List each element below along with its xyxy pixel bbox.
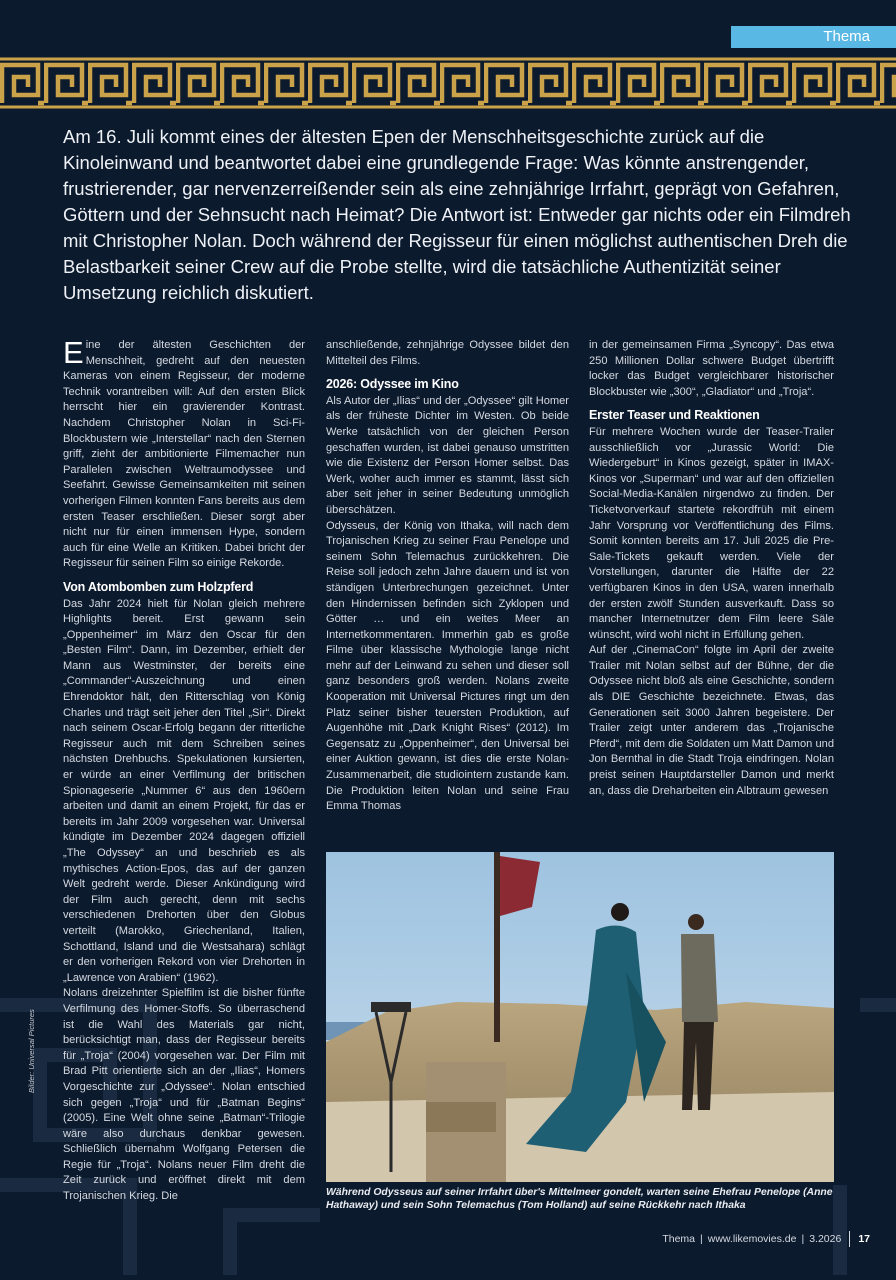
footer-divider <box>849 1231 850 1247</box>
paragraph: Odysseus, der König von Ithaka, will nach dem Trojanischen Krieg zu seiner Frau Penelope und seinem Sohn Telemachus zurückkehren. Die Reise soll jedoch zehn Jahre dauern und ist von ständigen Unterbrechungen gezeichnet. Unter den Hindernissen befinden sich Zyklopen und Götter … und ein weites Meer an Internetkommentaren. Immerhin gab es große Filme über klassische Mythologie lange nicht mehr auf der Leinwand zu sehen und dieser soll ganz besonders groß werden. Nolans zweite Kooperation mit Universal Pictures ringt um den Platz seiner bisher teuersten Produktion, auf Augenhöhe mit „Dark Knight Rises“ (2012). Im Gegensatz zu „Oppenheimer“, den Universal bei einer Auktion gewann, ist dies die erste Nolan-Zusammenarbeit, die studiointern zustande kam. Die Produktion leiten Nolan und seine Frau Emma Thomas <box>326 519 569 813</box>
subheading: Von Atombomben zum Holzpferd <box>63 579 254 594</box>
section-tag: Thema <box>731 26 896 48</box>
footer-website: www.likemovies.de <box>707 1233 797 1245</box>
footer-separator: | <box>700 1233 703 1245</box>
subheading: 2026: Odyssee im Kino <box>326 377 459 392</box>
article-lead: Am 16. Juli kommt eines der ältesten Epen der Menschheitsgeschichte zurück auf die Kinoleinwand und beantwortet dabei eine grundlegende Frage: Was könnte anstrengender, frustrierender, gar nervenzerreißender sein als eine zehnjährige Irrfahrt, geprägt von Gefahren, Göttern und der Sehnsucht nach Heimat? Die Antwort ist: Entweder gar nichts oder ein Filmdreh mit Christopher Nolan. Doch während der Regisseur für einen möglichst authentischen Dreh die Belastbarkeit seiner Crew auf die Probe stellte, wird die tatsächliche Authentizität seiner Umsetzung reichlich diskutiert. <box>63 126 851 303</box>
paragraph: Nolans dreizehnter Spielfilm ist die bisher fünfte Verfilmung des Homer-Stoffs. So überraschend ist die Wahl des Materials gar nicht, berücksichtigt man, dass der Regisseur bereits für „Troja“ (2004) vorgesehen war. Der Film mit Brad Pitt orientierte sich an der „Ilias“, Homers Vorgeschichte zur „Odyssee“. Nolan entschied sich gegen „Troja“ und für „Batman Begins“ (2005). Eine Welt ohne seine „Batman“-Trilogie wäre also durchaus denkbar gewesen. Schließlich übernahm Wolfgang Petersen die Regie für „Troja“. Nolans neuer Film dreht die Zeit zurück und eröffnet direkt mit dem Trojanischen Krieg. Die <box>63 987 305 1203</box>
article-column-2 <box>326 338 569 815</box>
footer-issue: 3.2026 <box>809 1233 842 1245</box>
photo-caption: Während Odysseus auf seiner Irrfahrt über's Mittelmeer gondelt, warten seine Ehefrau Penelope (Anne Hathaway) und sein Sohn Telemachus (Tom Holland) auf seine Rückkehr nach Ithaka <box>326 1187 833 1211</box>
paragraph: Das Jahr 2024 hielt für Nolan gleich mehrere Highlights bereit. Erst gewann sein „Oppenheimer“ im März den Oscar für den „Besten Film“. Dann, im Dezember, erhielt der Mann aus Westminster, der bereits eine „Commander“-Auszeichnung und einen Ehrendoktor hält, den Ritterschlag von König Charles und trägt seit jeher den Titel „Sir“. Direkt nach seinem Oscar-Erfolg begann der ritterliche Regisseur auch mit dem Schreiben seines nächsten Drehbuchs. Spekulationen kursierten, er würde an einer Verfilmung der britischen Spionageserie „Nummer 6“ aus den 1960ern arbeiten und damit an einem Projekt, für das er bereits im Jahr 2009 vorgesehen war. Universal kündigte im Dezember 2024 dagegen offiziell „The Odyssey“ an und beschrieb es als mythisches Action-Epos, das auf der ganzen Welt gedreht werde. Dieser Ankündigung wird der Film auch gerecht, denn mit sechs verschiedenen Drehorten über den Globus verteilt (Marokko, Griechenland, Italien, Schottland, Island und die Westsahara) schlägt er den vorherigen Rekord von vier Drehorten in „Lawrence von Arabien“ (1962). <box>63 597 305 984</box>
photo-credit: Bilder: Universal Pictures <box>27 1009 36 1093</box>
paragraph: Als Autor der „Ilias“ und der „Odyssee“ gilt Homer als der früheste Dichter im Westen. Ob beide Werke tatsächlich von der gleichen Person geschaffen wurden, ist dabei genauso umstritten wie die Existenz der Person Homer selbst. Das Werk, woher auch immer es stammt, lässt sich aber seit jeher in seiner Bedeutung unmöglich überschätzen. <box>326 394 569 516</box>
page-footer <box>662 1231 870 1247</box>
article-column-1 <box>63 335 305 1205</box>
film-still-photo <box>326 852 834 1182</box>
footer-section: Thema <box>662 1233 696 1245</box>
article-column-3 <box>589 338 834 799</box>
paragraph: in der gemeinsamen Firma „Syncopy“. Das etwa 250 Millionen Dollar schwere Budget übertrifft locker das Budget vergleichbarer historischer Blockbuster wie „300“, „Gladiator“ und „Troja“. <box>589 339 834 398</box>
footer-separator: | <box>801 1233 805 1245</box>
paragraph: Auf der „CinemaCon“ folgte im April der zweite Trailer mit Nolan selbst auf der Bühne, der die Odyssee nicht bloß als eine Geschichte, sondern als DIE Geschichte bezeichnete. Etwas, das Generationen seit 3000 Jahren begeistere. Der Trailer zeigt unter anderem das „Trojanische Pferd“, mit dem die Soldaten um Matt Damon und Jon Bernthal in die Stadt Troja eindringen. Nolan preist seinen Hauptdarsteller Damon und merkt an, dass die Dreharbeiten ein Albtraum gewesen <box>589 644 834 797</box>
paragraph: Für mehrere Wochen wurde der Teaser-Trailer ausschließlich vor „Jurassic World: Die Wiedergeburt“ in Kinos gezeigt, später in IMAX-Kinos vor „Superman“ und war auf den offiziellen Social-Media-Kanälen nirgendwo zu finden. Der Ticketvorverkauf startete rekordfrüh mit einem Jahr Vorsprung vor Veröffentlichung des Films. Somit konnten bereits am 17. Juli 2025 die Pre-Sale-Tickets gekauft werden. Viele der Vorstellungen, darunter die Hälfte der 22 verfügbaren Kinos in den USA, waren innerhalb der ersten zwölf Stunden ausverkauft. Dass so mancher Internetnutzer dem Film leere Säle wünscht, wird wohl nicht in Erfüllung gehen. <box>589 425 834 641</box>
drop-cap: E <box>63 335 84 370</box>
page-number: 17 <box>858 1233 870 1245</box>
greek-key-border <box>0 57 896 109</box>
paragraph: anschließende, zehnjährige Odyssee bildet den Mittelteil des Films. <box>326 339 569 367</box>
paragraph: ine der ältesten Geschichten der Menschheit, gedreht auf den neuesten Kameras von einem Regisseur, der moderne Technik vorantreiben will: Auf den ersten Blick herrscht hier ein gravierender Kontrast. Nachdem Christopher Nolan in Sci-Fi-Blockbustern wie „Interstellar“ nach den Sternen griff, zieht der ambitionierte Filmemacher nun Parallelen zwischen Weltraumodyssee und Seefahrt. Gewisse Gemeinsamkeiten mit seinen vorherigen Filmen konnten Fans bereits aus dem ersten Teaser erschließen. Dieser sorgt aber nicht nur für einen immensen Hype, sondern auch für eine Welle an Kritiken. Dabei bricht der Regisseur für seinen Film so einige Rekorde. <box>63 339 305 570</box>
subheading: Erster Teaser und Reaktionen <box>589 408 760 423</box>
